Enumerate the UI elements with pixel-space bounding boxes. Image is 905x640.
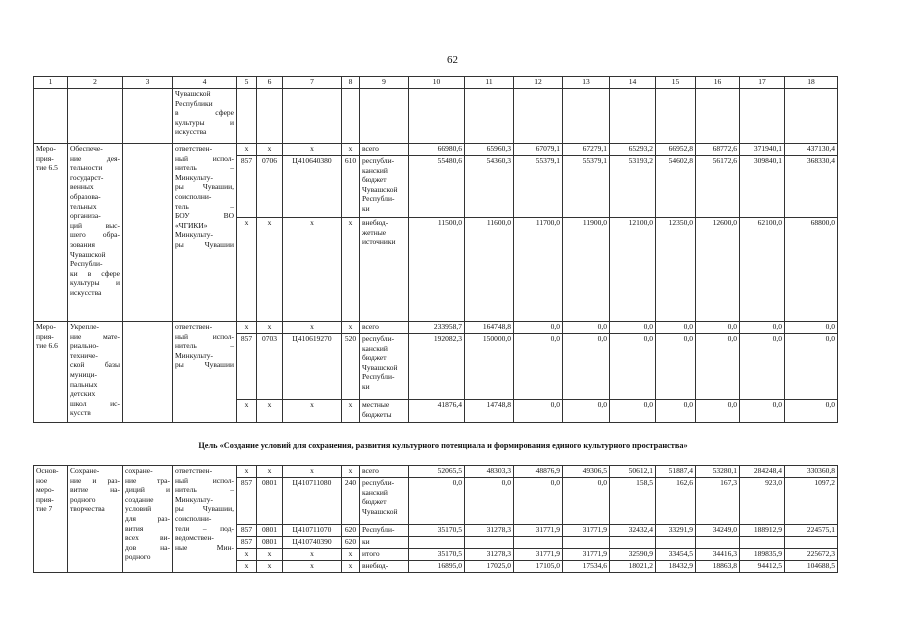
section-cell: 0706 xyxy=(257,156,283,218)
expense-type-cell: x xyxy=(342,466,360,478)
header-cell: 13 xyxy=(563,77,610,89)
table-cell xyxy=(409,89,465,144)
grbs-cell: x xyxy=(237,400,257,423)
budget-table-continuation xyxy=(33,76,838,423)
value-cell: 48303,3 xyxy=(465,466,514,478)
section-cell: 0801 xyxy=(257,537,283,549)
value-cell: 309840,1 xyxy=(740,156,785,218)
value-cell: 0,0 xyxy=(514,322,563,334)
value-cell xyxy=(514,537,563,549)
header-cell: 4 xyxy=(173,77,237,89)
value-cell: 0,0 xyxy=(696,334,740,400)
value-cell: 0,0 xyxy=(563,478,610,525)
header-cell: 17 xyxy=(740,77,785,89)
header-cell: 16 xyxy=(696,77,740,89)
table-cell xyxy=(563,89,610,144)
value-cell: 0,0 xyxy=(656,400,696,423)
value-cell: 31771,9 xyxy=(514,549,563,561)
value-cell: 437130,4 xyxy=(785,144,838,156)
value-cell: 33454,5 xyxy=(656,549,696,561)
value-cell: 150000,0 xyxy=(465,334,514,400)
table-cell xyxy=(68,89,123,144)
value-cell: 0,0 xyxy=(610,334,656,400)
table-cell xyxy=(696,89,740,144)
value-cell: 18021,2 xyxy=(610,561,656,573)
value-cell: 17025,0 xyxy=(465,561,514,573)
grbs-cell: x xyxy=(237,549,257,561)
header-cell: 5 xyxy=(237,77,257,89)
event-name-cell: Укрепле- ние мате- риально- техниче- ской базы муници- пальных детских школ ис- кусств xyxy=(68,322,123,423)
target-article-cell: x xyxy=(283,466,342,478)
target-article-cell: x xyxy=(283,549,342,561)
goal-heading: Цель «Создание условий для сохранения, развития культурного потенциала и формирования единого культурного пространства» xyxy=(198,441,688,450)
value-cell: 11600,0 xyxy=(465,218,514,322)
header-cell: 15 xyxy=(656,77,696,89)
target-article-cell: Ц410740390 xyxy=(283,537,342,549)
value-cell: 11900,0 xyxy=(563,218,610,322)
funding-source-cell: республи- канский бюджет Чувашской xyxy=(360,478,409,525)
header-cell: 10 xyxy=(409,77,465,89)
target-article-cell: x xyxy=(283,218,342,322)
value-cell: 188912,9 xyxy=(740,525,785,537)
event-goal-cell xyxy=(123,144,173,322)
target-article-cell: x xyxy=(283,400,342,423)
value-cell: 0,0 xyxy=(563,322,610,334)
header-cell: 12 xyxy=(514,77,563,89)
value-cell: 56172,6 xyxy=(696,156,740,218)
value-cell: 284248,4 xyxy=(740,466,785,478)
event-code-cell: Меро- прия- тие 6.6 xyxy=(34,322,68,423)
funding-source-cell: республи- канский бюджет Чувашской Республи- ки xyxy=(360,156,409,218)
expense-type-cell: x xyxy=(342,561,360,573)
funding-source-cell: всего xyxy=(360,322,409,334)
value-cell: 158,5 xyxy=(610,478,656,525)
grbs-cell: x xyxy=(237,561,257,573)
section-cell: x xyxy=(257,322,283,334)
value-cell: 34416,3 xyxy=(696,549,740,561)
value-cell: 51887,4 xyxy=(656,466,696,478)
value-cell: 0,0 xyxy=(514,334,563,400)
value-cell xyxy=(465,537,514,549)
grbs-cell: 857 xyxy=(237,156,257,218)
page-number: 62 xyxy=(447,54,458,66)
section-cell: x xyxy=(257,144,283,156)
table-row xyxy=(34,89,838,144)
value-cell: 55379,1 xyxy=(563,156,610,218)
value-cell xyxy=(785,537,838,549)
executor-cell: ответствен- ный испол- нитель – Минкульту- ры Чувашии, соисполни- тели – под- ведомствен- ные Мин- xyxy=(173,466,237,573)
expense-type-cell: 620 xyxy=(342,525,360,537)
grbs-cell: 857 xyxy=(237,478,257,525)
value-cell: 54602,8 xyxy=(656,156,696,218)
value-cell: 62100,0 xyxy=(740,218,785,322)
value-cell: 0,0 xyxy=(785,322,838,334)
value-cell: 49306,5 xyxy=(563,466,610,478)
header-cell: 1 xyxy=(34,77,68,89)
value-cell xyxy=(740,537,785,549)
value-cell: 11500,0 xyxy=(409,218,465,322)
table-cell xyxy=(257,89,283,144)
event-goal-cell xyxy=(123,322,173,423)
table-cell xyxy=(283,89,342,144)
value-cell: 31278,3 xyxy=(465,525,514,537)
header-cell: 2 xyxy=(68,77,123,89)
value-cell xyxy=(563,537,610,549)
target-article-cell: Ц410640380 xyxy=(283,156,342,218)
table-row xyxy=(34,466,838,478)
value-cell: 0,0 xyxy=(610,322,656,334)
value-cell: 923,0 xyxy=(740,478,785,525)
event-code-cell: Основ- ное меро- прия- тие 7 xyxy=(34,466,68,573)
value-cell: 68772,6 xyxy=(696,144,740,156)
header-cell: 3 xyxy=(123,77,173,89)
value-cell xyxy=(610,537,656,549)
value-cell: 65960,3 xyxy=(465,144,514,156)
value-cell: 192082,3 xyxy=(409,334,465,400)
value-cell: 0,0 xyxy=(514,478,563,525)
value-cell: 0,0 xyxy=(563,400,610,423)
value-cell: 17105,0 xyxy=(514,561,563,573)
value-cell: 0,0 xyxy=(610,400,656,423)
value-cell: 34249,0 xyxy=(696,525,740,537)
funding-source-cell: всего xyxy=(360,466,409,478)
expense-type-cell: x xyxy=(342,322,360,334)
funding-source-cell: всего xyxy=(360,144,409,156)
section-cell: x xyxy=(257,466,283,478)
section-cell: x xyxy=(257,561,283,573)
header-cell: 11 xyxy=(465,77,514,89)
grbs-cell: 857 xyxy=(237,525,257,537)
value-cell: 31771,9 xyxy=(563,549,610,561)
value-cell: 31771,9 xyxy=(514,525,563,537)
value-cell: 0,0 xyxy=(656,334,696,400)
section-cell: x xyxy=(257,549,283,561)
value-cell: 330360,8 xyxy=(785,466,838,478)
value-cell: 52065,5 xyxy=(409,466,465,478)
value-cell: 94412,5 xyxy=(740,561,785,573)
event-code-cell: Меро- прия- тие 6.5 xyxy=(34,144,68,322)
table-cell xyxy=(237,89,257,144)
header-row xyxy=(34,77,838,89)
value-cell: 0,0 xyxy=(696,400,740,423)
value-cell: 41876,4 xyxy=(409,400,465,423)
header-cell: 8 xyxy=(342,77,360,89)
value-cell: 224575,1 xyxy=(785,525,838,537)
value-cell: 12350,0 xyxy=(656,218,696,322)
value-cell: 18863,8 xyxy=(696,561,740,573)
value-cell: 16895,0 xyxy=(409,561,465,573)
value-cell: 35170,5 xyxy=(409,549,465,561)
value-cell: 66952,8 xyxy=(656,144,696,156)
value-cell: 225672,3 xyxy=(785,549,838,561)
value-cell: 33291,9 xyxy=(656,525,696,537)
value-cell: 11700,0 xyxy=(514,218,563,322)
target-article-cell: Ц410619270 xyxy=(283,334,342,400)
table-row xyxy=(34,322,838,334)
table-cell xyxy=(360,89,409,144)
value-cell: 68800,0 xyxy=(785,218,838,322)
funding-source-cell: ки xyxy=(360,537,409,549)
header-cell: 6 xyxy=(257,77,283,89)
value-cell xyxy=(409,537,465,549)
grbs-cell: 857 xyxy=(237,334,257,400)
expense-type-cell: x xyxy=(342,400,360,423)
value-cell: 50612,1 xyxy=(610,466,656,478)
target-article-cell: x xyxy=(283,561,342,573)
funding-source-cell: итого xyxy=(360,549,409,561)
header-cell: 7 xyxy=(283,77,342,89)
section-cell: x xyxy=(257,400,283,423)
table-cell xyxy=(123,89,173,144)
grbs-cell: x xyxy=(237,218,257,322)
value-cell: 368330,4 xyxy=(785,156,838,218)
grbs-cell: x xyxy=(237,144,257,156)
value-cell: 14748,8 xyxy=(465,400,514,423)
funding-source-cell: Республи- xyxy=(360,525,409,537)
value-cell: 35170,5 xyxy=(409,525,465,537)
executor-cell: Чувашской Республики в сфере культуры и искусства xyxy=(173,89,237,144)
value-cell: 164748,8 xyxy=(465,322,514,334)
event-name-cell: Сохране- ние и раз- витие на- родного творчества xyxy=(68,466,123,573)
value-cell: 55379,1 xyxy=(514,156,563,218)
value-cell: 1097,2 xyxy=(785,478,838,525)
value-cell: 0,0 xyxy=(514,400,563,423)
value-cell: 0,0 xyxy=(740,322,785,334)
value-cell: 67079,1 xyxy=(514,144,563,156)
value-cell xyxy=(696,537,740,549)
target-article-cell: Ц410711080 xyxy=(283,478,342,525)
value-cell: 0,0 xyxy=(409,478,465,525)
value-cell: 104688,5 xyxy=(785,561,838,573)
value-cell: 0,0 xyxy=(740,400,785,423)
section-cell: 0801 xyxy=(257,525,283,537)
event-goal-cell: сохране- ние тра- диций и создание условий для раз- вития всех ви- дов на- родного xyxy=(123,466,173,573)
expense-type-cell: x xyxy=(342,549,360,561)
target-article-cell: x xyxy=(283,322,342,334)
value-cell: 371940,1 xyxy=(740,144,785,156)
target-article-cell: Ц410711070 xyxy=(283,525,342,537)
value-cell: 12600,0 xyxy=(696,218,740,322)
grbs-cell: x xyxy=(237,466,257,478)
value-cell: 18432,9 xyxy=(656,561,696,573)
value-cell: 0,0 xyxy=(696,322,740,334)
value-cell: 67279,1 xyxy=(563,144,610,156)
value-cell: 0,0 xyxy=(785,400,838,423)
funding-source-cell: внебюд- жетные источники xyxy=(360,218,409,322)
funding-source-cell: республи- канский бюджет Чувашской Республи- ки xyxy=(360,334,409,400)
executor-cell: ответствен- ный испол- нитель – Минкульту- ры Чувашии, соисполни- тель – БОУ ВО «ЧГИКИ» Минкульту- ры Чувашии xyxy=(173,144,237,322)
table-cell xyxy=(740,89,785,144)
value-cell: 32432,4 xyxy=(610,525,656,537)
value-cell xyxy=(656,537,696,549)
grbs-cell: x xyxy=(237,322,257,334)
expense-type-cell: 610 xyxy=(342,156,360,218)
section-cell: x xyxy=(257,218,283,322)
header-cell: 18 xyxy=(785,77,838,89)
expense-type-cell: x xyxy=(342,144,360,156)
table-cell xyxy=(342,89,360,144)
table-cell xyxy=(610,89,656,144)
value-cell: 66980,6 xyxy=(409,144,465,156)
value-cell: 0,0 xyxy=(656,322,696,334)
expense-type-cell: 240 xyxy=(342,478,360,525)
value-cell: 167,3 xyxy=(696,478,740,525)
header-cell: 9 xyxy=(360,77,409,89)
value-cell: 55480,6 xyxy=(409,156,465,218)
value-cell: 53193,2 xyxy=(610,156,656,218)
value-cell: 17534,6 xyxy=(563,561,610,573)
target-article-cell: x xyxy=(283,144,342,156)
grbs-cell: 857 xyxy=(237,537,257,549)
value-cell: 12100,0 xyxy=(610,218,656,322)
value-cell: 233958,7 xyxy=(409,322,465,334)
table-cell xyxy=(514,89,563,144)
executor-cell: ответствен- ный испол- нитель – Минкульту- ры Чувашии xyxy=(173,322,237,423)
value-cell: 31771,9 xyxy=(563,525,610,537)
value-cell: 53280,1 xyxy=(696,466,740,478)
event-name-cell: Обеспече- ние дея- тельности государст- венных образова- тельных организа- ций выс- шего обра- зования Чувашской Республи- ки в сфере культуры и искусства xyxy=(68,144,123,322)
value-cell: 54360,3 xyxy=(465,156,514,218)
table-cell xyxy=(785,89,838,144)
value-cell: 32590,9 xyxy=(610,549,656,561)
table-row xyxy=(34,144,838,156)
table-cell xyxy=(34,89,68,144)
expense-type-cell: 620 xyxy=(342,537,360,549)
section-cell: 0703 xyxy=(257,334,283,400)
value-cell: 162,6 xyxy=(656,478,696,525)
table-cell xyxy=(656,89,696,144)
expense-type-cell: x xyxy=(342,218,360,322)
value-cell: 0,0 xyxy=(563,334,610,400)
budget-table-goal xyxy=(33,465,838,573)
header-cell: 14 xyxy=(610,77,656,89)
value-cell: 31278,3 xyxy=(465,549,514,561)
table-cell xyxy=(465,89,514,144)
value-cell: 48876,9 xyxy=(514,466,563,478)
value-cell: 189835,9 xyxy=(740,549,785,561)
funding-source-cell: внебюд- xyxy=(360,561,409,573)
value-cell: 65293,2 xyxy=(610,144,656,156)
value-cell: 0,0 xyxy=(740,334,785,400)
value-cell: 0,0 xyxy=(465,478,514,525)
funding-source-cell: местные бюджеты xyxy=(360,400,409,423)
section-cell: 0801 xyxy=(257,478,283,525)
value-cell: 0,0 xyxy=(785,334,838,400)
expense-type-cell: 520 xyxy=(342,334,360,400)
